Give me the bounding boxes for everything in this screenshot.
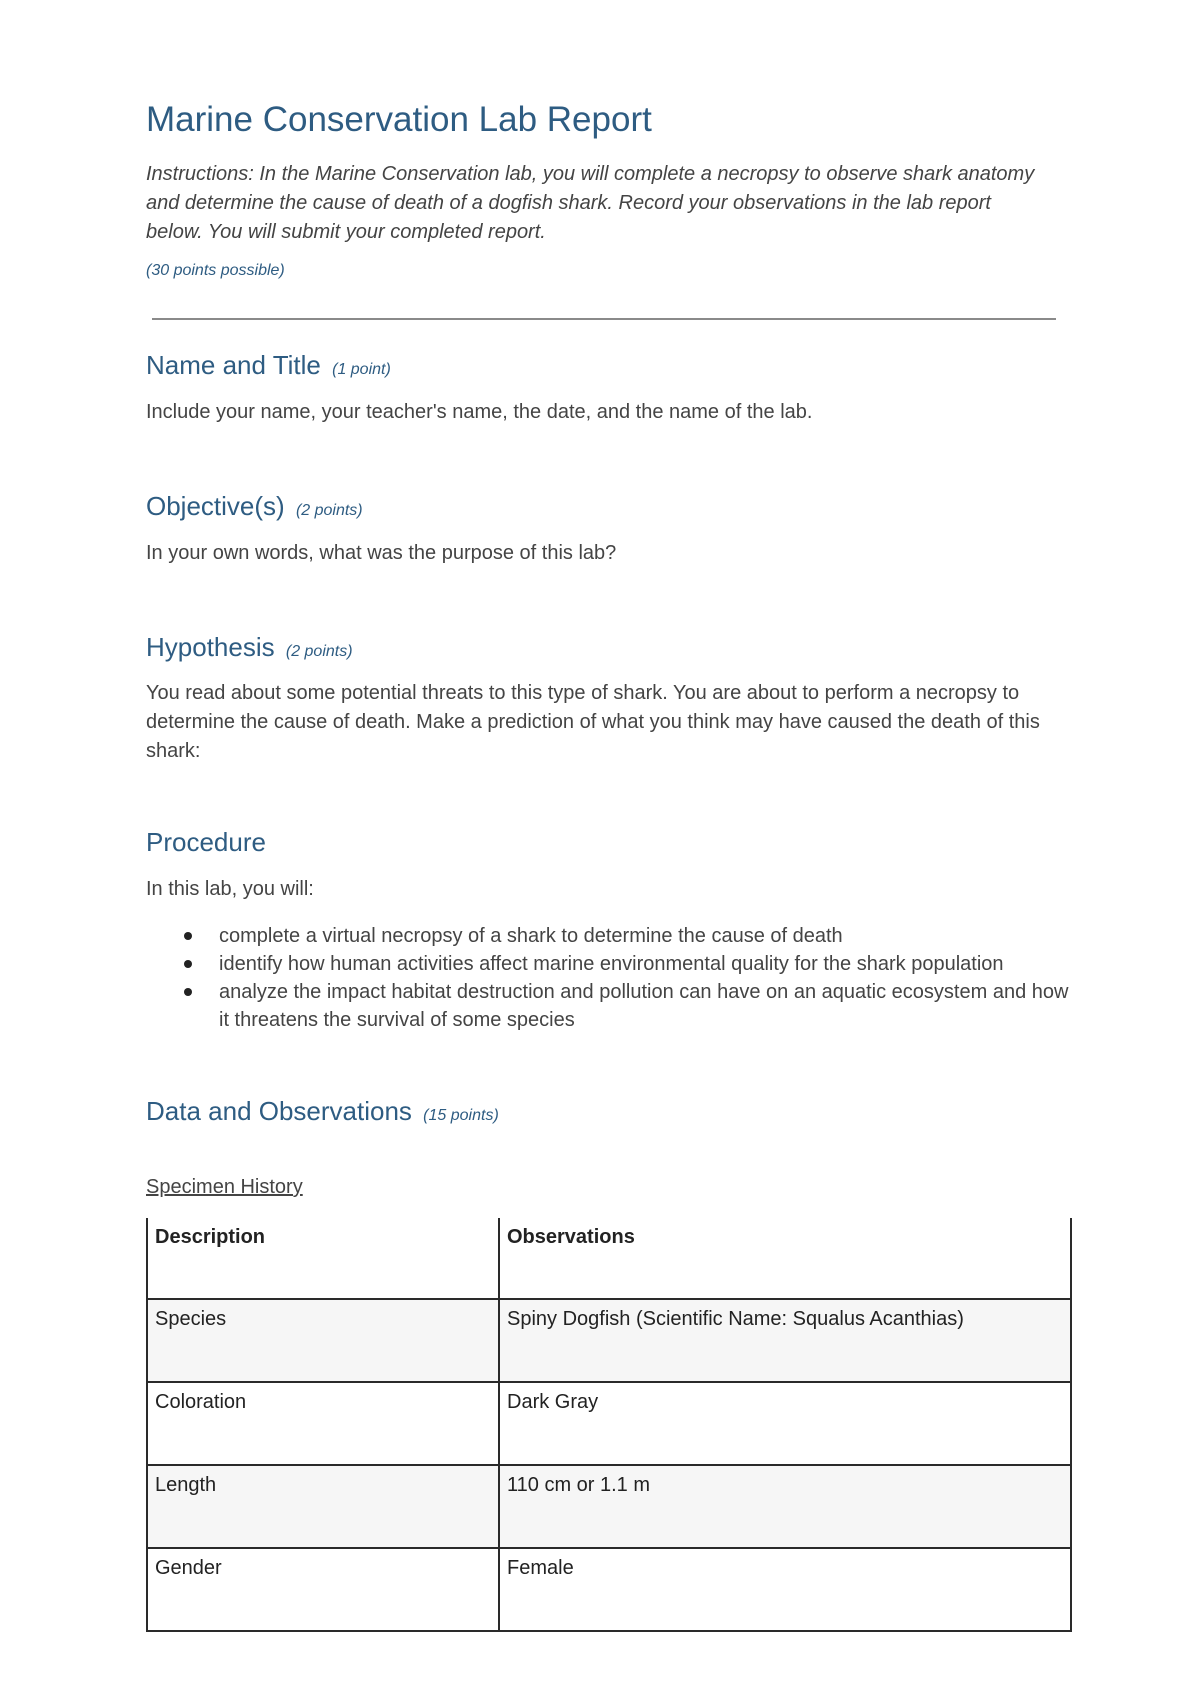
table-cell-description: Gender [147, 1548, 499, 1631]
section-points: (15 points) [423, 1107, 499, 1124]
procedure-list [146, 922, 1070, 1034]
points-possible: (30 points possible) [146, 262, 285, 279]
section-title: Procedure [146, 827, 266, 857]
table-row [147, 1299, 1071, 1382]
bullet-icon [184, 988, 192, 996]
section-heading-name-title [146, 350, 391, 381]
table-header-row [147, 1218, 1071, 1299]
section-title: Name and Title [146, 350, 321, 380]
section-heading-hypothesis [146, 632, 353, 663]
hypothesis-prompt: You read about some potential threats to this type of shark. You are about to perform a necropsy to determine the cause of death. Make a prediction of what you think may have caused the death of this shark: [146, 682, 1040, 762]
section-title: Data and Observations [146, 1096, 412, 1126]
section-points: (1 point) [332, 361, 391, 378]
horizontal-divider [152, 318, 1056, 320]
objectives-prompt: In your own words, what was the purpose of this lab? [146, 542, 617, 564]
list-item-text: analyze the impact habitat destruction and pollution can have on an aquatic ecosystem and how it threatens the survival of some species [219, 981, 1069, 1031]
table-cell-observation: Female [499, 1548, 1071, 1631]
column-header-description: Description [147, 1218, 499, 1299]
table-row [147, 1382, 1071, 1465]
list-item [146, 922, 1070, 950]
list-item-text: identify how human activities affect marine environmental quality for the shark population [219, 953, 1004, 975]
table-cell-observation: Dark Gray [499, 1382, 1071, 1465]
name-title-prompt: Include your name, your teacher's name, the date, and the name of the lab. [146, 401, 813, 423]
bullet-icon [184, 960, 192, 968]
table-row [147, 1465, 1071, 1548]
section-points: (2 points) [295, 502, 363, 519]
specimen-history-subheading: Specimen History [146, 1176, 303, 1198]
specimen-history-table [146, 1218, 1072, 1632]
document-title: Marine Conservation Lab Report [146, 100, 652, 139]
bullet-icon [184, 932, 192, 940]
procedure-intro: In this lab, you will: [146, 878, 314, 900]
table-row [147, 1548, 1071, 1631]
section-points: (2 points) [285, 643, 353, 660]
section-heading-procedure [146, 827, 266, 858]
table-cell-description: Coloration [147, 1382, 499, 1465]
table-cell-description: Length [147, 1465, 499, 1548]
table-cell-observation: 110 cm or 1.1 m [499, 1465, 1071, 1548]
section-heading-objectives [146, 491, 363, 522]
table-cell-observation: Spiny Dogfish (Scientific Name: Squalus Acanthias) [499, 1299, 1071, 1382]
section-title: Objective(s) [146, 491, 285, 521]
section-title: Hypothesis [146, 632, 275, 662]
list-item-text: complete a virtual necropsy of a shark to determine the cause of death [219, 925, 843, 947]
list-item [146, 950, 1070, 978]
list-item [146, 978, 1070, 1034]
table-cell-description: Species [147, 1299, 499, 1382]
section-heading-data-observations [146, 1096, 499, 1127]
column-header-observations: Observations [499, 1218, 1071, 1299]
instructions-text: Instructions: In the Marine Conservation lab, you will complete a necropsy to observe shark anatomy and determine the cause of death of a dogfish shark. Record your observations in the lab report below. You will submit your completed report. [146, 163, 1035, 243]
